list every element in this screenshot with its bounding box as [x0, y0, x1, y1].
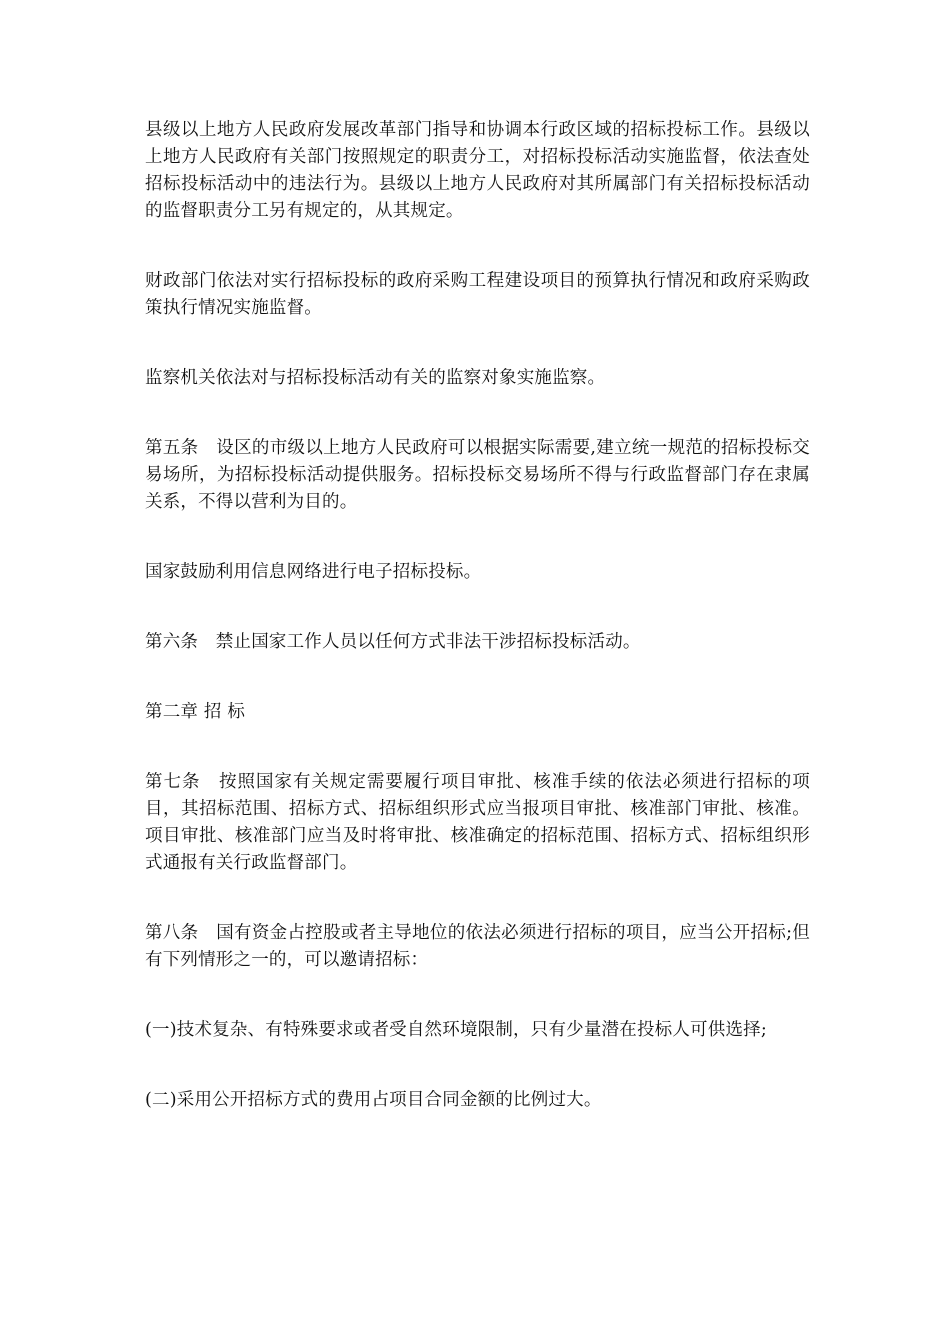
- article-8-item-1: (一)技术复杂、有特殊要求或者受自然环境限制，只有少量潜在投标人可供选择;: [145, 1020, 767, 1040]
- paragraph-electronic-bidding: 国家鼓励利用信息网络进行电子招标投标。: [145, 562, 482, 582]
- paragraph-supervision-local: 县级以上地方人民政府发展改革部门指导和协调本行政区域的招标投标工作。县级以上地方人民政府有关部门按照规定的职责分工，对招标投标活动实施监督，依法查处招标投标活动中的违法行为。县级以上地方人民政府对其所属部门有关招标投标活动的监督职责分工另有规定的，从其规定。: [145, 120, 810, 221]
- article-5: 第五条 设区的市级以上地方人民政府可以根据实际需要,建立统一规范的招标投标交易场所，为招标投标活动提供服务。招标投标交易场所不得与行政监督部门存在隶属关系，不得以营利为目的。: [145, 438, 810, 512]
- paragraph-supervisory-organs: 监察机关依法对与招标投标活动有关的监察对象实施监察。: [145, 368, 606, 388]
- article-8-item-2: (二)采用公开招标方式的费用占项目合同金额的比例过大。: [145, 1090, 602, 1110]
- article-8: 第八条 国有资金占控股或者主导地位的依法必须进行招标的项目，应当公开招标;但有下列情形之一的，可以邀请招标：: [145, 923, 810, 970]
- chapter-2-heading: 第二章 招 标: [145, 702, 246, 722]
- document-body: [145, 117, 810, 1157]
- paragraph-finance-supervision: 财政部门依法对实行招标投标的政府采购工程建设项目的预算执行情况和政府采购政策执行情况实施监督。: [145, 271, 810, 318]
- article-6: 第六条 禁止国家工作人员以任何方式非法干涉招标投标活动。: [145, 632, 641, 652]
- article-7: 第七条 按照国家有关规定需要履行项目审批、核准手续的依法必须进行招标的项目，其招标范围、招标方式、招标组织形式应当报项目审批、核准部门审批、核准。项目审批、核准部门应当及时将审批、核准确定的招标范围、招标方式、招标组织形式通报有关行政监督部门。: [145, 772, 810, 873]
